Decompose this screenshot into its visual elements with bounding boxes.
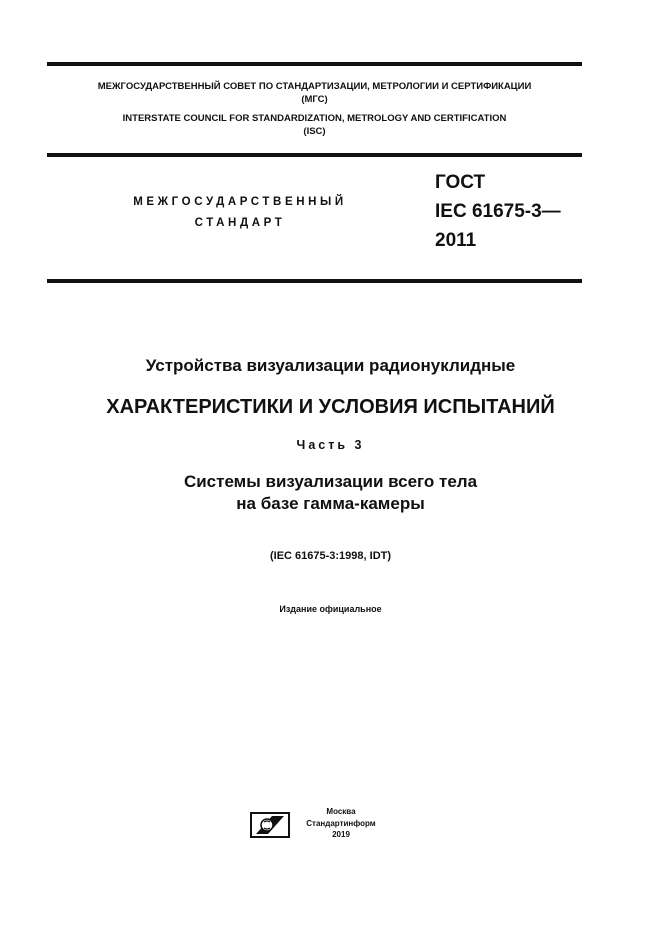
publisher-block	[303, 806, 379, 841]
iec-reference: (IEC 61675-3:1998, IDT)	[269, 550, 392, 562]
standard-type	[90, 192, 390, 234]
publisher-name: Стандартинформ	[306, 818, 376, 828]
document-title-line1: Устройства визуализации радионуклидные	[145, 356, 516, 375]
standartinform-logo-icon	[250, 812, 290, 838]
document-title-line2: ХАРАКТЕРИСТИКИ И УСЛОВИЯ ИСПЫТАНИЙ	[106, 396, 555, 418]
council-name-ru-line1: МЕЖГОСУДАРСТВЕННЫЙ СОВЕТ ПО СТАНДАРТИЗАЦИИ, МЕТРОЛОГИИ И СЕРТИФИКАЦИИ	[97, 81, 532, 92]
standard-year: 2011	[435, 230, 477, 251]
gost-label: ГОСТ	[435, 172, 486, 193]
council-name-en	[47, 112, 582, 138]
council-name-en-line1: INTERSTATE COUNCIL FOR STANDARDIZATION, METROLOGY AND CERTIFICATION	[122, 113, 507, 124]
document-subtitle-line2: на базе гамма-камеры	[236, 494, 425, 513]
standard-type-line2: СТАНДАРТ	[194, 217, 286, 229]
header-rule	[47, 153, 582, 157]
standard-type-line1: МЕЖГОСУДАРСТВЕННЫЙ	[133, 196, 347, 208]
top-rule	[47, 62, 582, 66]
council-abbr-en: (ISC)	[303, 126, 326, 137]
publication-year: 2019	[332, 830, 350, 839]
standard-number: IEC 61675-3—	[435, 201, 561, 222]
edition-label: Издание официальное	[279, 604, 382, 614]
standard-designation	[435, 168, 561, 255]
document-subtitle-line1: Системы визуализации всего тела	[183, 472, 478, 491]
council-name-ru	[47, 80, 582, 106]
designation-rule	[47, 279, 582, 283]
publisher-city: Москва	[326, 807, 356, 816]
council-abbr-ru: (МГС)	[301, 94, 328, 105]
part-number: Часть 3	[296, 438, 365, 452]
document-subtitle	[0, 471, 661, 515]
